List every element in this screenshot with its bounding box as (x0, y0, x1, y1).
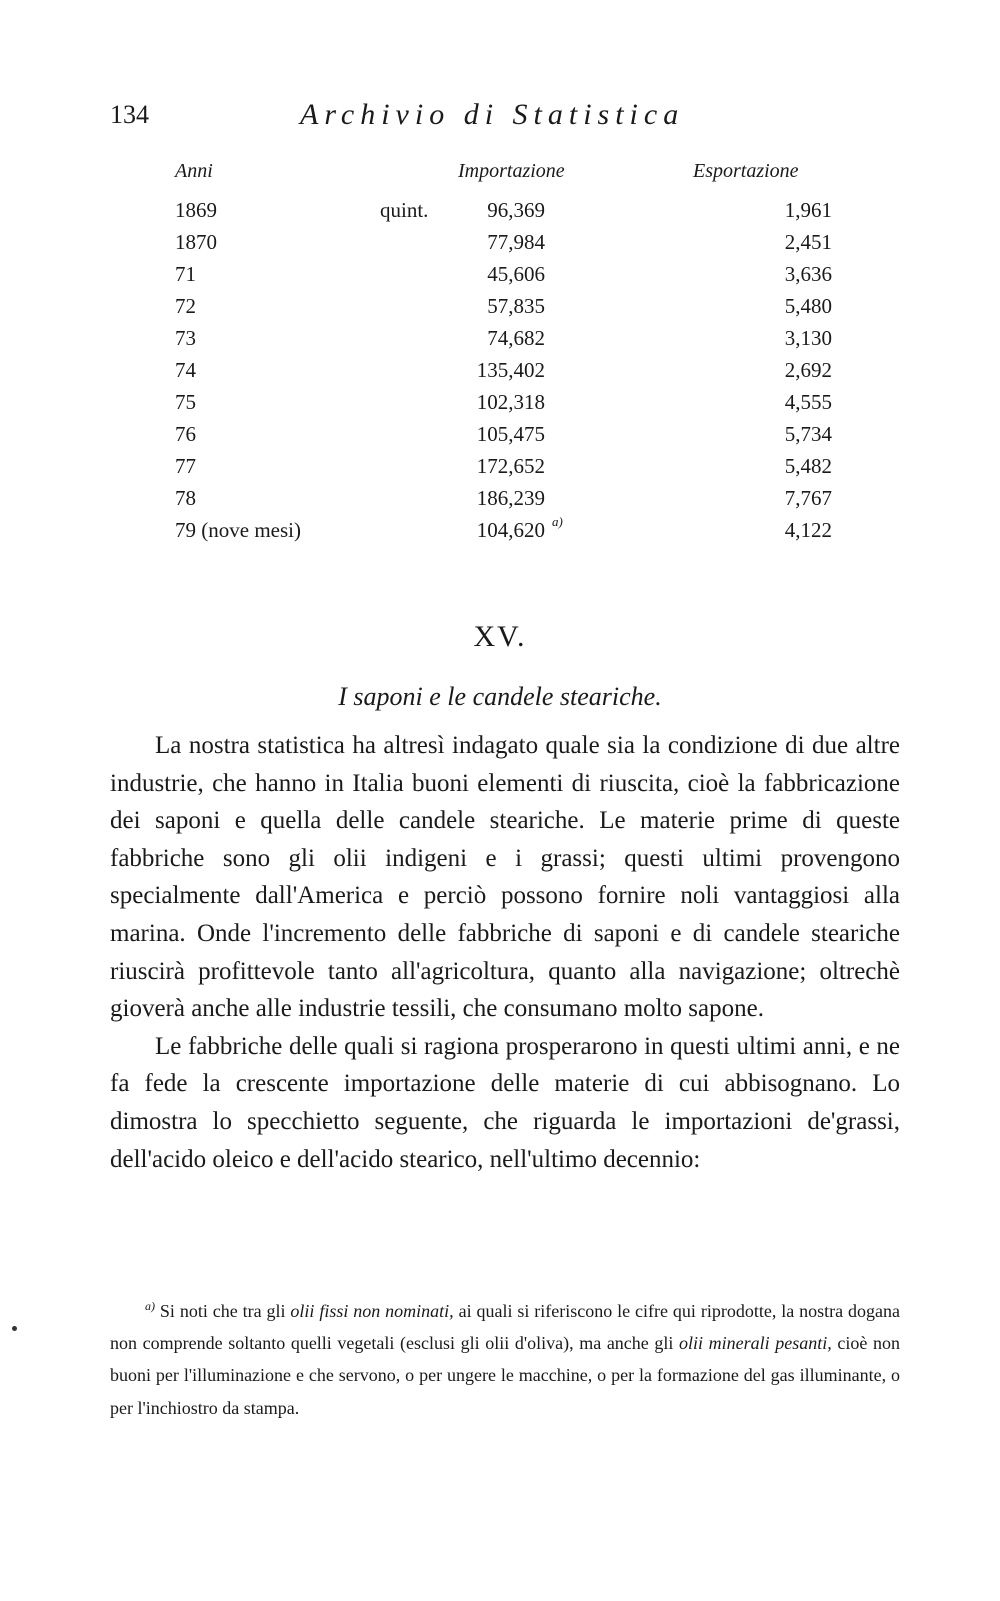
import-cell: 105,475 (476, 422, 545, 446)
footnote-emphasis: olii minerali pesanti, (679, 1333, 832, 1354)
table-row (0, 262, 1000, 294)
import-cell: 57,835 (487, 294, 545, 318)
export-cell: 7,767 (784, 486, 832, 510)
table-row (0, 454, 1000, 486)
footnote-emphasis: olii fissi non nominati, (290, 1301, 454, 1321)
page-number: 134 (110, 100, 149, 129)
body-text (110, 727, 900, 1178)
year-cell: 72 (175, 294, 196, 318)
margin-dot (12, 1326, 17, 1331)
column-header-esportazione: Esportazione (693, 160, 799, 182)
import-cell: 104,620 (476, 518, 545, 542)
table-row (0, 326, 1000, 358)
table-row (0, 514, 1000, 550)
export-cell: 5,480 (784, 294, 832, 318)
year-cell: 78 (175, 486, 196, 510)
year-cell: 79 (nove mesi) (175, 518, 301, 542)
export-cell: 2,692 (784, 358, 832, 382)
table-row (0, 422, 1000, 454)
year-cell: 73 (175, 326, 196, 350)
table-row (0, 230, 1000, 262)
table-row (0, 390, 1000, 422)
year-cell: 76 (175, 422, 196, 446)
table-row (0, 294, 1000, 326)
import-cell: 74,682 (487, 326, 545, 350)
column-header-importazione: Importazione (458, 160, 565, 182)
column-header-anni: Anni (175, 160, 213, 182)
export-cell: 3,130 (784, 326, 832, 350)
footnote-mark: a) (145, 1299, 155, 1313)
table-row (0, 486, 1000, 518)
import-cell: 172,652 (476, 454, 545, 478)
footnote-text: ai quali si riferiscono le cifre qui riprodotte, la nostra dogana non comprende soltanto quelli vegetali (esclusi gli olii d'oliva), ma anche gli (110, 1301, 900, 1354)
paragraph: La nostra statistica ha altresì indagato quale sia la condizione di due altre industrie, che hanno in Italia buoni elementi di riuscita, cioè la fabbricazione dei saponi e quella delle candele steariche. Le materie prime di queste fabbriche sono gli olii indigeni e i grassi; questi ultimi provengono specialmente dall'America e perciò possono fornire noli vantaggiosi alla marina. Onde l'incremento delle fabbriche di saponi e di candele steariche riuscirà profittevole tanto all'agricoltura, quanto alla navigazione; oltrechè gioverà anche alle industrie tessili, che consumano molto sapone. (110, 732, 900, 1023)
paragraph: Le fabbriche delle quali si ragiona prosperarono in questi ultimi anni, e ne fa fede la crescente importazione delle materie di cui abbisognano. Lo dimostra lo specchietto seguente, che riguarda le importazioni de'grassi, dell'acido oleico e dell'acido stearico, nell'ultimo decennio: (110, 1032, 900, 1173)
import-cell: 102,318 (476, 390, 545, 414)
footnote-text: Si noti che tra gli (155, 1301, 291, 1321)
running-title: Archivio di Statistica (300, 98, 685, 131)
export-cell: 5,734 (784, 422, 832, 446)
export-cell: 1,961 (784, 198, 832, 222)
year-cell: 1869 (175, 198, 217, 222)
table-row (0, 358, 1000, 390)
import-cell: 135,402 (476, 358, 545, 382)
export-cell: 4,122 (784, 518, 832, 542)
section-number: XV. (473, 620, 527, 653)
import-cell: 96,369 (487, 198, 545, 222)
footnote-text: cioè non buoni per l'illuminazione e che servono, o per ungere le macchine, o per la formazione del gas illuminante, o per l'inchiostro da stampa. (110, 1333, 900, 1418)
note-mark: a) (552, 514, 563, 529)
unit-cell: quint. (380, 198, 429, 222)
footnote (110, 1290, 900, 1424)
export-cell: 3,636 (784, 262, 832, 286)
export-cell: 2,451 (784, 230, 832, 254)
export-cell: 5,482 (784, 454, 832, 478)
year-cell: 1870 (175, 230, 217, 254)
year-cell: 77 (175, 454, 196, 478)
export-cell: 4,555 (784, 390, 832, 414)
year-cell: 71 (175, 262, 196, 286)
year-cell: 75 (175, 390, 196, 414)
table-body (0, 198, 1000, 550)
table-row (0, 198, 1000, 230)
year-cell: 74 (175, 358, 196, 382)
import-cell: 45,606 (487, 262, 545, 286)
import-cell: 77,984 (487, 230, 545, 254)
import-cell: 186,239 (476, 486, 545, 510)
section-title: I saponi e le candele steariche. (338, 682, 662, 711)
